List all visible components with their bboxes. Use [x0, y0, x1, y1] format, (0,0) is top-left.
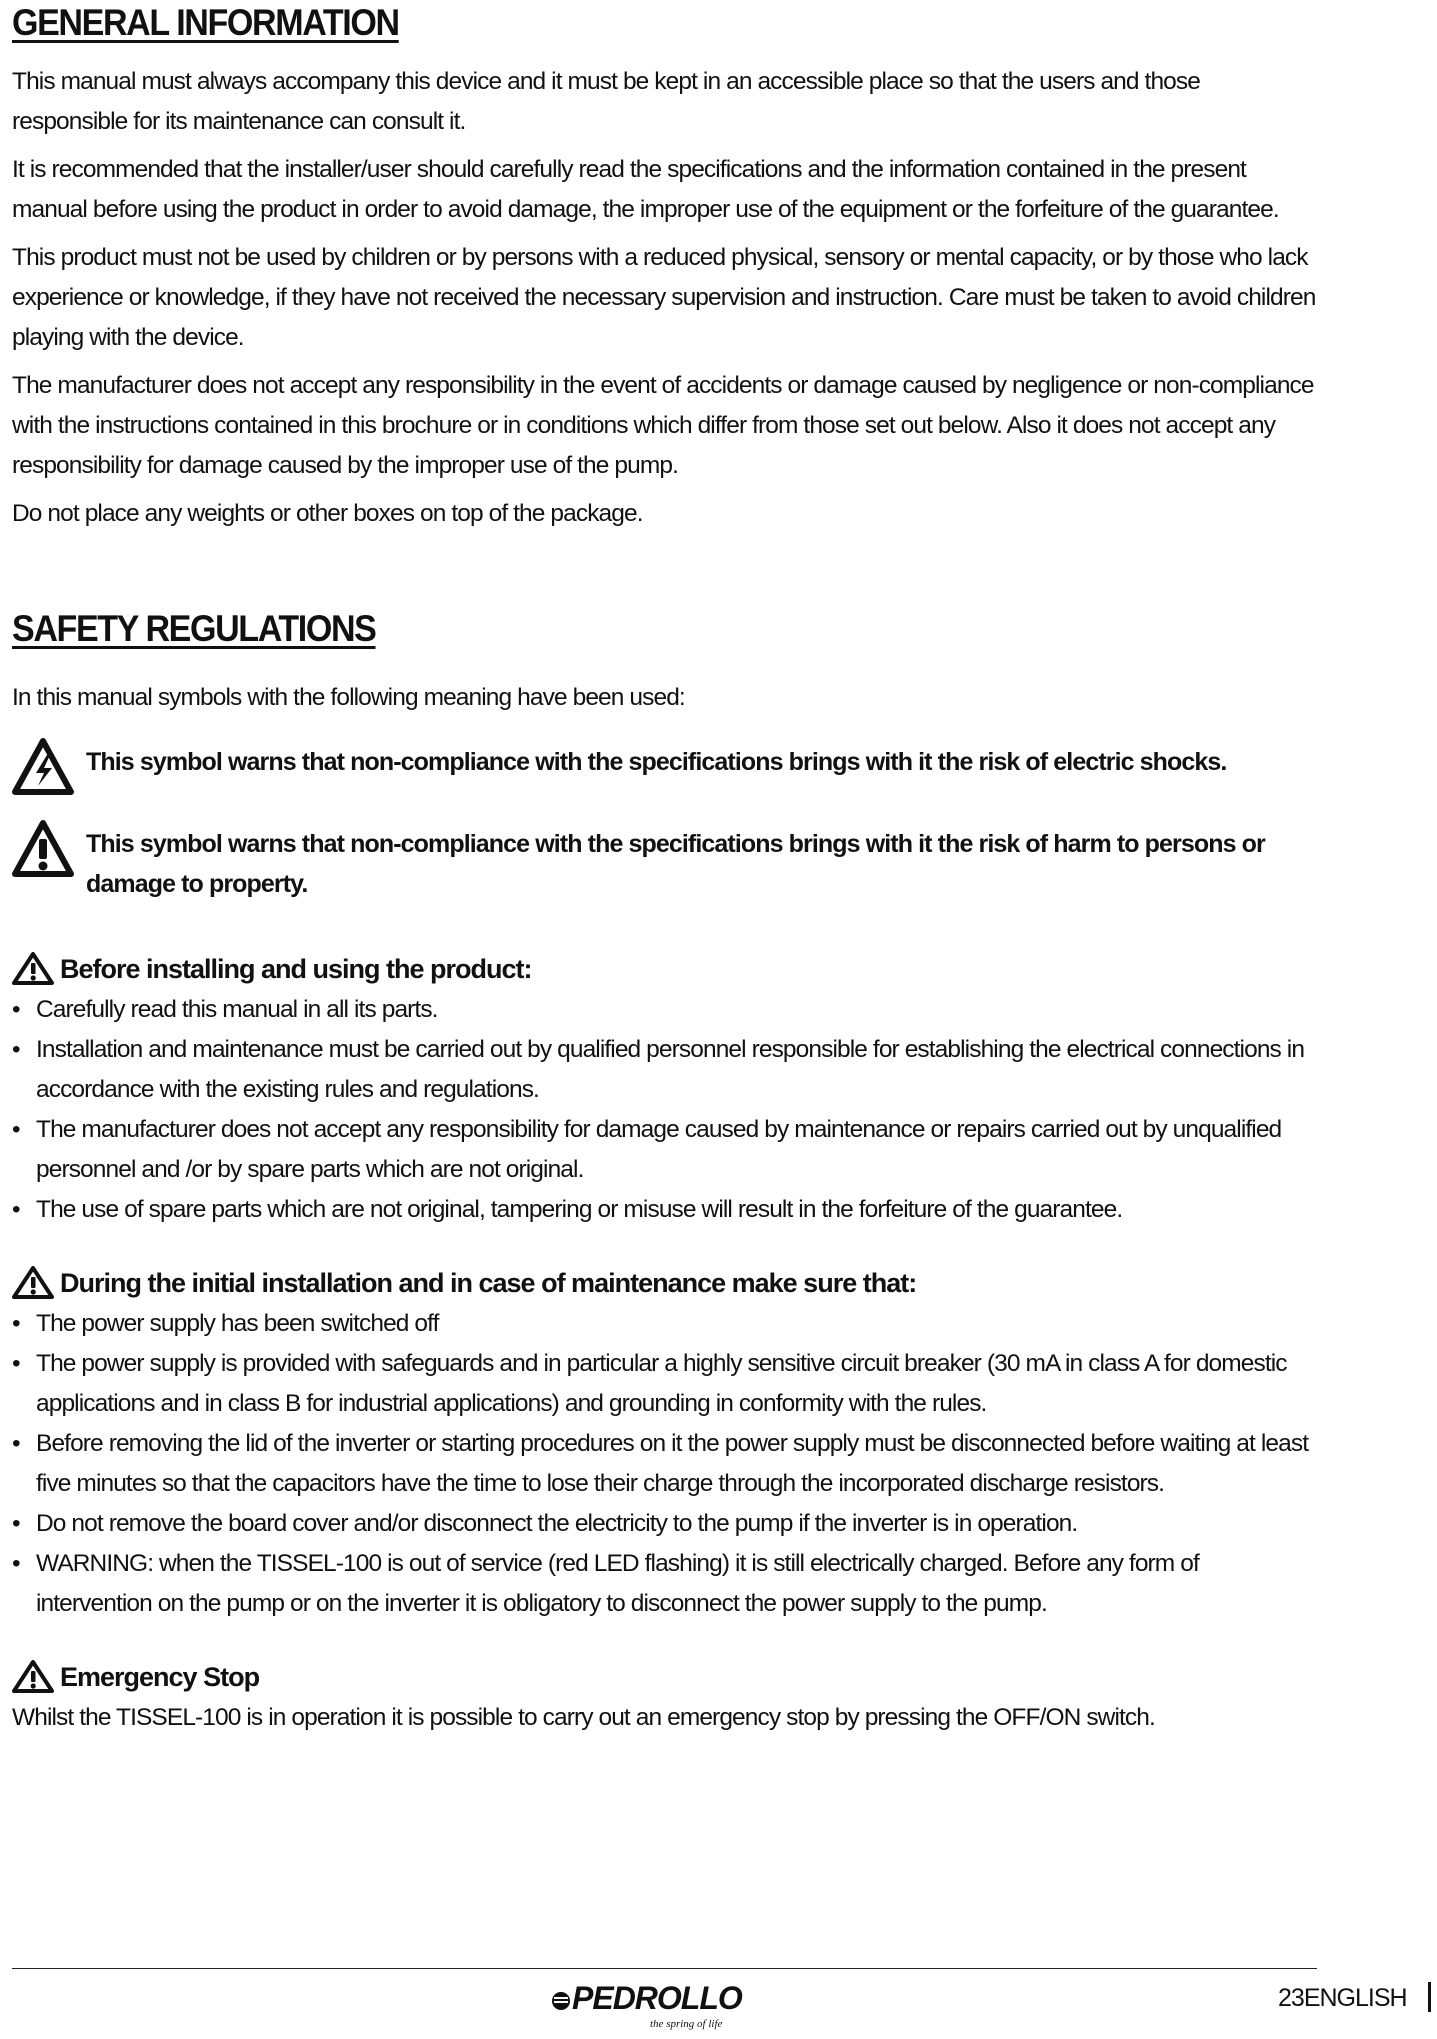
- warning-icon: [12, 1266, 54, 1300]
- emergency-stop-section: [12, 1656, 1317, 1738]
- general-paragraph: The manufacturer does not accept any responsibility in the event of accidents or damage caused by negligence or non-compliance with the instructions contained in this brochure or in conditions which differ from those set out below. Also it does not accept any responsibility for damage caused by the improper use of the pump.: [12, 372, 1314, 479]
- symbol-row-general: [12, 820, 1317, 904]
- page-label: [1278, 1984, 1407, 2013]
- general-paragraph: This product must not be used by children or by persons with a reduced physical, sensory or mental capacity, or by those who lack experience or knowledge, if they have not received the necessary supervision and instruction. Care must be taken to avoid children playing with the device.: [12, 244, 1316, 351]
- during-installation-section: [12, 1262, 1317, 1624]
- during-installation-title: During the initial installation and in case of maintenance make sure that:: [60, 1267, 917, 1298]
- electric-warning-icon: [12, 738, 86, 801]
- before-installing-list: [12, 990, 1317, 1230]
- during-installation-list: [12, 1304, 1317, 1624]
- safety-regulations-section: [12, 608, 1317, 650]
- footer-divider: [12, 1968, 1317, 1969]
- list-item: • Before removing the lid of the inverter or starting procedures on it the power supply must be disconnected before waiting at least five minutes so that the capacitors have the time to lose their charge through the incorporated discharge resistors.: [12, 1424, 1317, 1504]
- page-edge-bar: [1428, 1982, 1431, 2012]
- brand-tagline: the spring of life: [650, 2018, 723, 2030]
- page-language: ENGLISH: [1303, 1984, 1407, 2012]
- general-paragraph: It is recommended that the installer/user should carefully read the specifications and the information contained in the present manual before using the product in order to avoid damage, the improper use of the equipment or the forfeiture of the guarantee.: [12, 156, 1279, 223]
- safety-regulations-heading: SAFETY REGULATIONS: [12, 608, 376, 649]
- symbol-legend: [12, 738, 1317, 904]
- general-information-heading: GENERAL INFORMATION: [12, 2, 399, 43]
- safety-intro: In this manual symbols with the following meaning have been used:: [12, 684, 685, 711]
- during-installation-heading: [12, 1262, 1317, 1304]
- before-installing-heading: [12, 948, 1317, 990]
- before-installing-title: Before installing and using the product:: [60, 953, 532, 984]
- list-item: • The power supply is provided with safeguards and in particular a highly sensitive circuit breaker (30 mA in class A for domestic applications and in class B for industrial applications) and grounding in conformity with the rules.: [12, 1344, 1317, 1424]
- symbol-general-text: This symbol warns that non-compliance with the specifications brings with it the risk of harm to persons or damage to property.: [86, 830, 1265, 898]
- list-item: • The manufacturer does not accept any responsibility for damage caused by maintenance or repairs carried out by unqualified personnel and /or by spare parts which are not original.: [12, 1110, 1317, 1190]
- emergency-stop-heading: [12, 1656, 1317, 1698]
- list-item: • WARNING: when the TISSEL-100 is out of service (red LED flashing) it is still electrically charged. Before any form of intervention on the pump or on the inverter it is obligatory to disconnect the power supply to the pump.: [12, 1544, 1317, 1624]
- warning-icon: [12, 1660, 54, 1694]
- general-information-section: [12, 2, 1317, 44]
- general-paragraph: Do not place any weights or other boxes on top of the package.: [12, 500, 643, 527]
- list-item: • Installation and maintenance must be carried out by qualified personnel responsible for establishing the electrical connections in accordance with the existing rules and regulations.: [12, 1030, 1317, 1110]
- general-warning-icon: [12, 820, 86, 883]
- general-information-body: [12, 62, 1317, 542]
- before-installing-section: [12, 948, 1317, 1230]
- brand-name: PEDROLLO: [572, 1980, 742, 2016]
- page-number: 23: [1278, 1984, 1304, 2012]
- general-paragraph: This manual must always accompany this device and it must be kept in an accessible place so that the users and those responsible for its maintenance can consult it.: [12, 68, 1200, 135]
- emergency-stop-title: Emergency Stop: [60, 1661, 260, 1692]
- list-item: • The use of spare parts which are not original, tampering or misuse will result in the forfeiture of the guarantee.: [12, 1190, 1317, 1230]
- brand-mark-icon: [550, 1990, 572, 2012]
- safety-intro-block: [12, 678, 1317, 718]
- pedrollo-logo: [550, 1980, 770, 2036]
- symbol-row-electric: [12, 738, 1317, 820]
- symbol-electric-text: This symbol warns that non-compliance with the specifications brings with it the risk of electric shocks.: [86, 748, 1227, 776]
- emergency-stop-text: Whilst the TISSEL-100 is in operation it is possible to carry out an emergency stop by pressing the OFF/ON switch.: [12, 1704, 1155, 1731]
- list-item: • The power supply has been switched off: [12, 1304, 1317, 1344]
- list-item: • Carefully read this manual in all its parts.: [12, 990, 1317, 1030]
- warning-icon: [12, 952, 54, 986]
- list-item: • Do not remove the board cover and/or disconnect the electricity to the pump if the inverter is in operation.: [12, 1504, 1317, 1544]
